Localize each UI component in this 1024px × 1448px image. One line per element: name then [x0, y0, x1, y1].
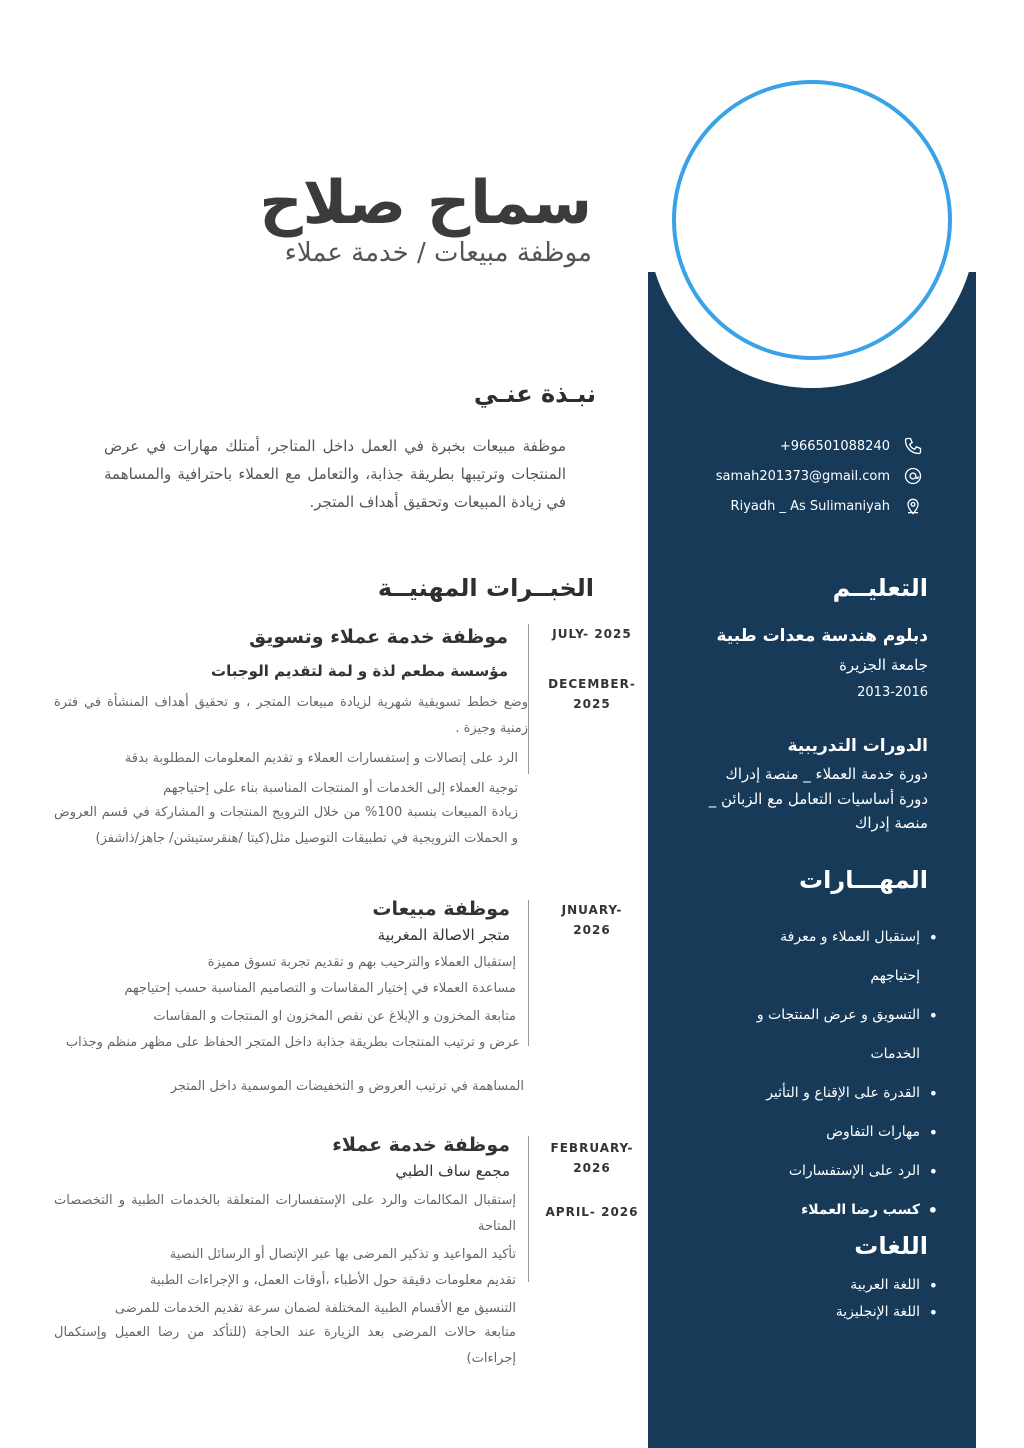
- job3-date-start-month: FEBRUARY-: [550, 1141, 634, 1155]
- contact-email[interactable]: [716, 464, 924, 488]
- about-heading: نبـذة عنـي: [473, 380, 596, 408]
- job1-date-start: JULY- 2025: [552, 627, 632, 641]
- job1-company: مؤسسة مطعم لذة و لمة لتقديم الوجبات: [211, 662, 508, 680]
- course-item: دورة أساسيات التعامل مع الزبائن _: [708, 790, 928, 808]
- candidate-title: موظفة مبيعات / خدمة عملاء: [284, 238, 592, 268]
- skill-item: • الرد على الإستفسارات: [720, 1152, 920, 1191]
- phone-text[interactable]: +966501088240: [779, 438, 890, 454]
- job3-company: مجمع ساف الطبي: [395, 1162, 510, 1180]
- job3-bullet: التنسيق مع الأقسام الطبية المختلفة لضمان سرعة تقديم الخدمات للمرضى: [114, 1301, 516, 1316]
- education-years: 2013-2016: [857, 685, 928, 700]
- at-icon: [902, 465, 924, 487]
- skill-item-cont: إحتياجهم: [870, 968, 920, 984]
- job1-date-end-year: 2025: [573, 697, 611, 711]
- job1-title: موظفة خدمة عملاء وتسويق: [249, 626, 508, 648]
- languages-heading: اللغات: [854, 1232, 928, 1260]
- contact-phone[interactable]: [780, 434, 924, 458]
- course-item: منصة إدراك: [854, 814, 928, 832]
- job2-bullet: إستقبال العملاء والترحيب بهم و تقديم تجربة تسوق مميزة: [207, 955, 516, 970]
- contact-location[interactable]: [731, 494, 924, 518]
- timeline-divider: [528, 624, 529, 774]
- job3-date-start-year: 2026: [573, 1161, 611, 1175]
- skills-list: [720, 918, 920, 1230]
- languages-list: [836, 1272, 920, 1326]
- course-item: دورة خدمة العملاء _ منصة إدراك: [725, 765, 928, 783]
- job3-bullet: متابعة حالات المرضى بعد الزيارة عند الحاجة (للتأكد من رضا العميل وإستكمال إجراءات): [54, 1325, 516, 1366]
- skills-heading: المهـــارات: [799, 866, 928, 894]
- job2-date-start-month: JNUARY-: [561, 903, 623, 917]
- phone-icon: [902, 435, 924, 457]
- courses-heading: الدورات التدريبية: [787, 736, 928, 756]
- job1-bullet: الرد على إتصالات و إستفسارات العملاء و تقديم المعلومات المطلوبة بدقة: [124, 751, 518, 766]
- job2-bullet: عرض و ترتيب المنتجات بطريقة جذابة داخل المتجر الحفاظ على مظهر منظم وجذاب: [65, 1035, 520, 1050]
- email-text[interactable]: samah201373@gmail.com: [715, 468, 890, 484]
- photo-frame-ring: [672, 80, 952, 360]
- job1-bullet: توجية العملاء إلى الخدمات أو المنتجات المناسبة بناء على إحتياجهم: [163, 781, 518, 796]
- job3-bullet: تأكيد المواعيد و تذكير المرضى بها عبر الإتصال أو الرسائل النصية: [169, 1247, 516, 1262]
- education-heading: التعليــم: [832, 574, 928, 602]
- job1-bullet: زيادة المبيعات بنسبة 100% من خلال الترويج المنتجات و المشاركة في قسم العروض و الحملات الترويجية في تطبيقات التوصيل مثل(كيتا /هنقرستيشن/ جاهز/ذاشفز): [54, 805, 518, 846]
- job3-bullet: إستقبال المكالمات والرد على الإستفسارات المتعلقة بالخدمات الطبية و التخصصات المتاحة: [54, 1193, 516, 1234]
- job2-company: متجر الاصالة المغربية: [377, 926, 510, 944]
- location-pin-icon: [902, 495, 924, 517]
- job2-bullet: مساعدة العملاء في إختيار المقاسات و التصاميم المناسبة حسب إحتياجهم: [124, 981, 516, 996]
- language-item: • اللغة الإنجليزية: [836, 1299, 920, 1326]
- timeline-divider: [528, 1136, 529, 1282]
- job3-title: موظفة خدمة عملاء: [332, 1134, 510, 1156]
- job2-bullet: متابعة المخزون و الإبلاغ عن نقص المخزون او المنتجات و المقاسات: [153, 1009, 516, 1024]
- skill-item: • التسويق و عرض المنتجات و: [720, 996, 920, 1035]
- skill-item: • مهارات التفاوض: [720, 1113, 920, 1152]
- job3-bullet: تقديم معلومات دقيقة حول الأطباء ،أوقات العمل، و الإجراءات الطبية: [150, 1273, 516, 1288]
- skill-item: • إستقبال العملاء و معرفة: [720, 918, 920, 957]
- language-item: • اللغة العربية: [836, 1272, 920, 1299]
- location-text[interactable]: Riyadh _ As Sulimaniyah: [730, 498, 890, 514]
- job1-bullet: وضع خطط تسويقية شهرية لزيادة مبيعات المتجر ، و تحقيق أهداف المنشأة في فترة زمنية وجيزة .: [54, 695, 528, 736]
- skill-item: • القدرة على الإقناع و التأثير: [720, 1074, 920, 1113]
- skill-item-cont: الخدمات: [870, 1046, 920, 1062]
- job2-bullet: المساهمة في ترتيب العروض و التخفيضات الموسمية داخل المتجر: [170, 1079, 524, 1094]
- candidate-name: سماح صلاح: [259, 168, 592, 238]
- job3-date-end: APRIL- 2026: [545, 1205, 639, 1219]
- about-text: موظفة مبيعات بخبرة في العمل داخل المتاجر، أمتلك مهارات في عرض المنتجات وترتيبها بطريقة جذابة، والتعامل مع العملاء باحترافية والمساهمة في زيادة المبيعات وتحقيق أهداف المتجر.: [104, 437, 566, 511]
- education-degree: دبلوم هندسة معدات طبية: [716, 626, 928, 646]
- job1-date-end-month: DECEMBER-: [548, 677, 636, 691]
- experience-heading: الخبــرات المهنيــة: [377, 574, 594, 602]
- skill-item: • كسب رضا العملاء: [720, 1191, 920, 1230]
- timeline-divider: [528, 900, 529, 1046]
- education-school: جامعة الجزيرة: [839, 656, 928, 674]
- job2-title: موظفة مبيعات: [372, 898, 510, 920]
- job2-date-start-year: 2026: [573, 923, 611, 937]
